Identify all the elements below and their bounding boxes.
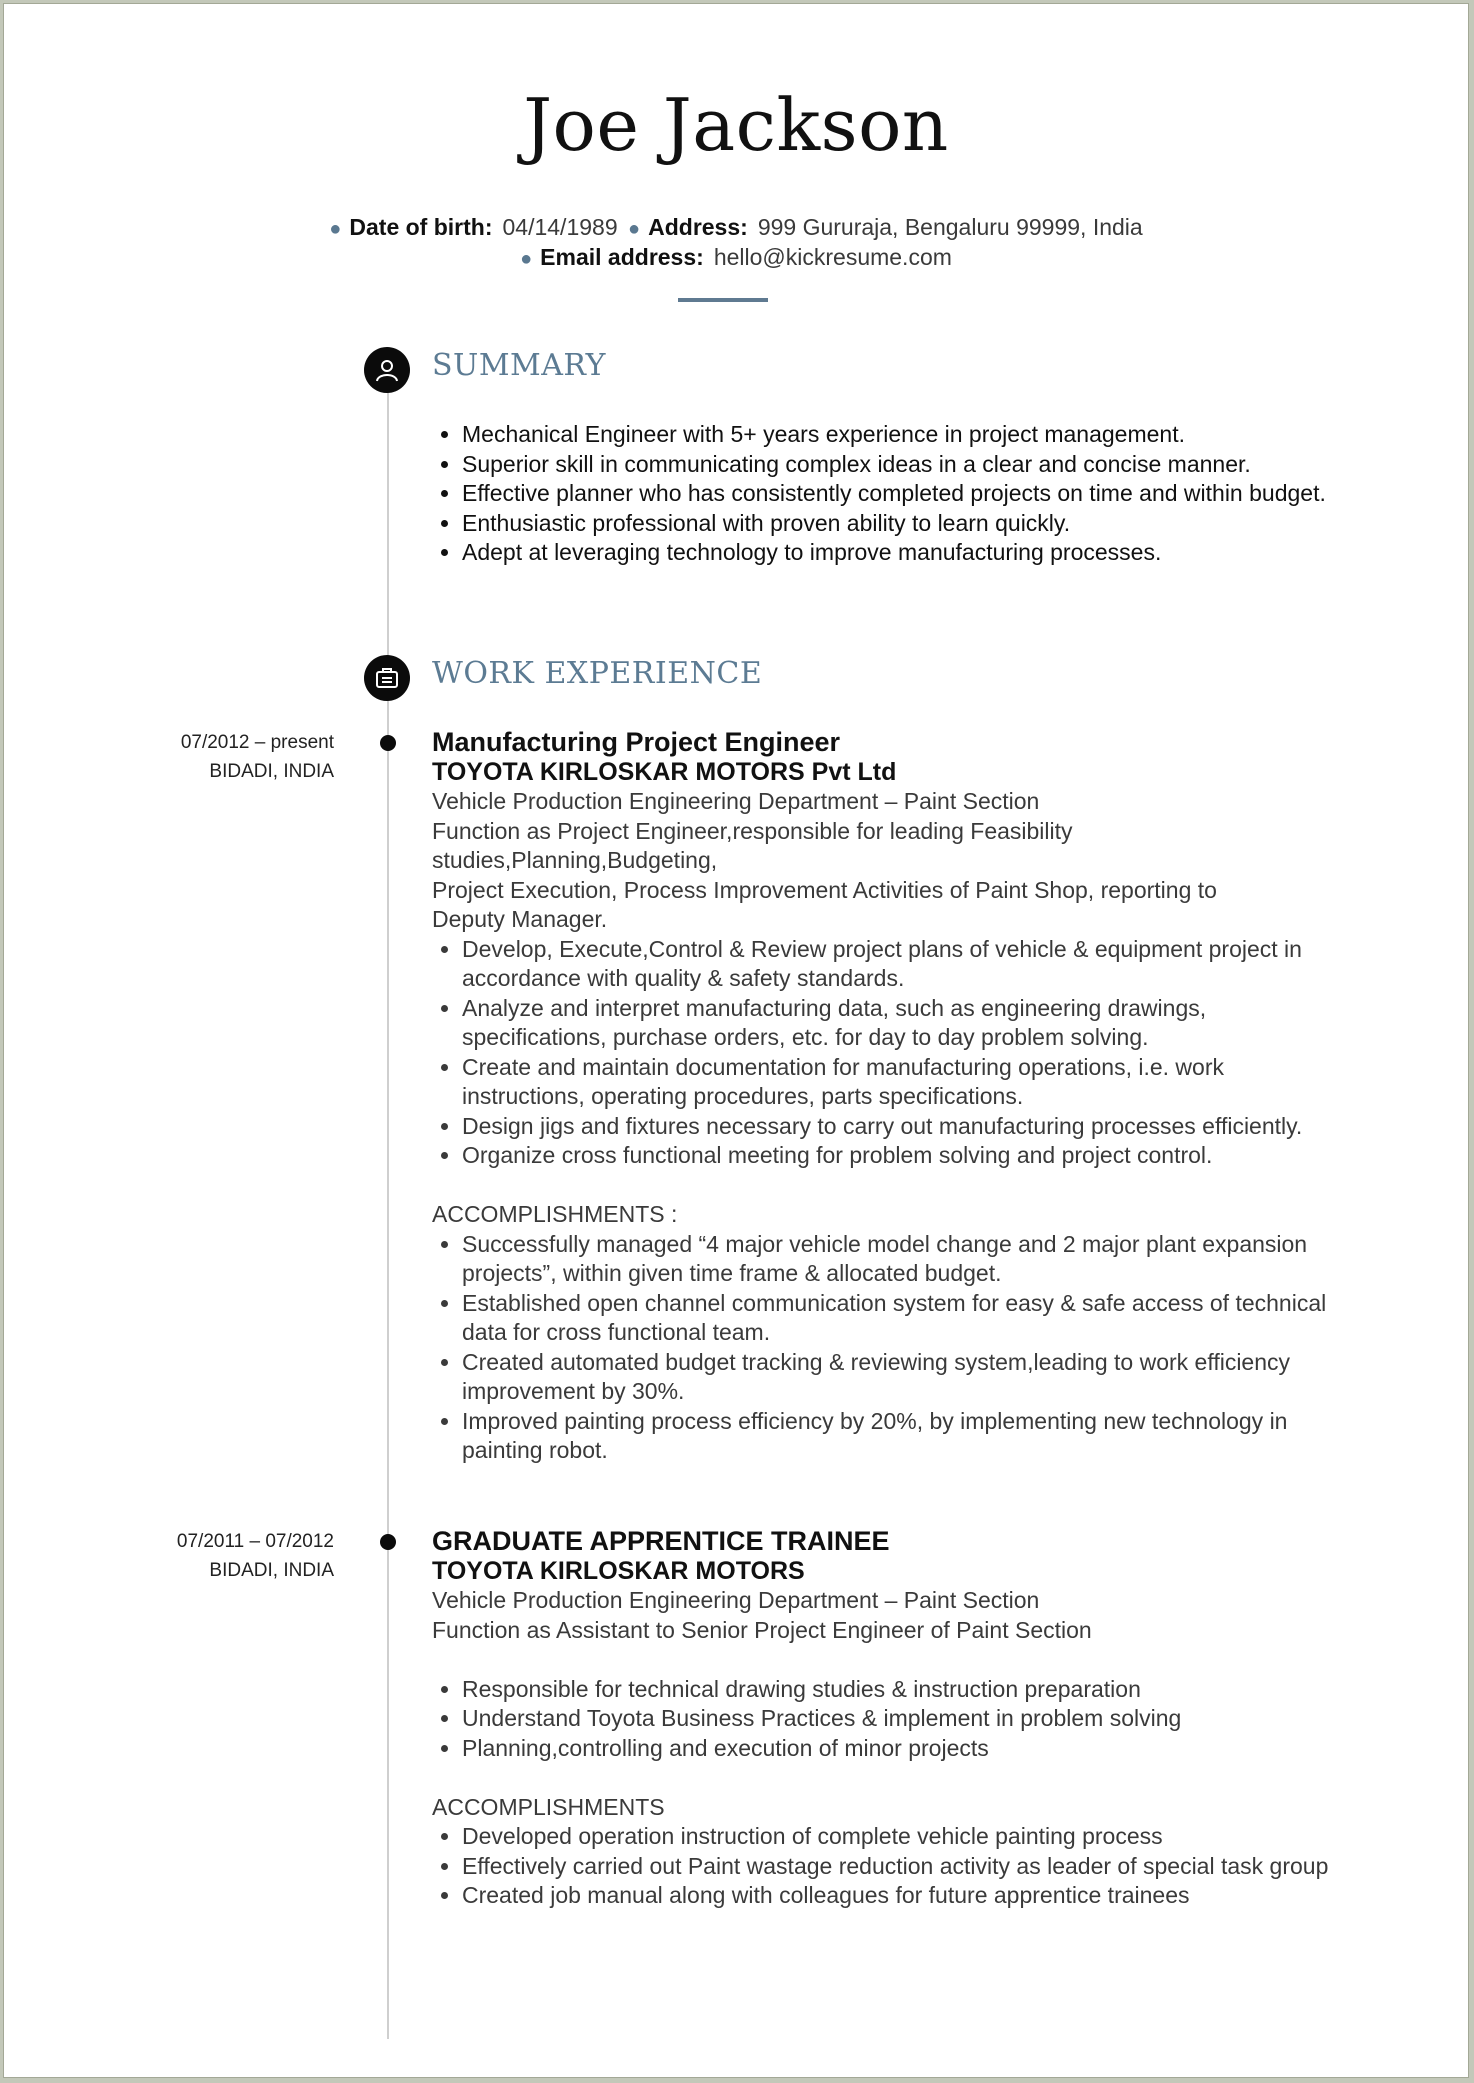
job-duty: • Organize cross functional meeting for problem solving and project control.	[462, 1141, 1332, 1171]
bullet-dot-icon: ●	[628, 218, 641, 240]
job-meta	[74, 1527, 334, 1585]
job-description-line: Vehicle Production Engineering Department – Paint Section	[432, 1587, 1040, 1613]
job-duty: • Understand Toyota Business Practices & implement in problem solving	[462, 1704, 1332, 1734]
job-content	[432, 1526, 1329, 1911]
summary-item: • Superior skill in communicating complex ideas in a clear and concise manner.	[462, 450, 1442, 480]
job-description-line: Function as Project Engineer,responsible for leading Feasibility studies,Planning,Budgeting,	[432, 817, 1073, 873]
job-dates: 07/2012 – present	[180, 732, 334, 753]
accomplishments-list	[432, 1230, 1332, 1466]
job-location: BIDADI, INDIA	[209, 761, 334, 782]
job-description-line: Project Execution, Process Improvement Activities of Paint Shop, reporting to Deputy Manager.	[432, 876, 1217, 932]
accomplishment: • Improved painting process efficiency by 20%, by implementing new technology in painting robot.	[462, 1407, 1332, 1466]
candidate-name: Joe Jackson	[523, 83, 949, 167]
resume-page	[3, 3, 1469, 2078]
accomplishment: • Successfully managed “4 major vehicle model change and 2 major plant expansion projects”, within given time frame & allocated budget.	[462, 1230, 1332, 1289]
job-duties-list	[432, 935, 1332, 1171]
job-duty: • Create and maintain documentation for manufacturing operations, i.e. work instructions, operating procedures, parts specifications.	[462, 1053, 1332, 1112]
address-value: 999 Gururaja, Bengaluru 99999, India	[757, 214, 1143, 240]
email-label: Email address:	[540, 244, 704, 270]
job-duty: • Analyze and interpret manufacturing data, such as engineering drawings, specifications, purchase orders, etc. for day to day problem solving.	[462, 994, 1332, 1053]
timeline-node	[380, 1534, 396, 1550]
accomplishment: • Established open channel communication system for easy & safe access of technical data for cross functional team.	[462, 1289, 1332, 1348]
job-location: BIDADI, INDIA	[209, 1560, 334, 1581]
accomplishments-label: ACCOMPLISHMENTS	[432, 1793, 665, 1820]
summary-item: • Adept at leveraging technology to improve manufacturing processes.	[462, 538, 1442, 568]
address-label: Address:	[648, 214, 748, 240]
summary-content	[432, 420, 1442, 568]
summary-item: • Mechanical Engineer with 5+ years experience in project management.	[462, 420, 1442, 450]
summary-title: SUMMARY	[432, 348, 606, 383]
bullet-dot-icon: ●	[329, 218, 342, 240]
dob-value: 04/14/1989	[502, 214, 618, 240]
job-duty: • Planning,controlling and execution of minor projects	[462, 1734, 1332, 1764]
accomplishment: • Developed operation instruction of complete vehicle painting process	[462, 1822, 1332, 1852]
accomplishments-list	[432, 1822, 1332, 1911]
job-duty: • Develop, Execute,Control & Review project plans of vehicle & equipment project in accordance with quality & safety standards.	[462, 935, 1332, 994]
header-divider	[678, 298, 768, 302]
timeline-node	[380, 735, 396, 751]
job-content	[432, 727, 1327, 1466]
job-company: TOYOTA KIRLOSKAR MOTORS Pvt Ltd	[432, 757, 897, 786]
work-experience-title: WORK EXPERIENCE	[432, 656, 763, 691]
accomplishments-label: ACCOMPLISHMENTS :	[432, 1201, 678, 1227]
job-description-line: Function as Assistant to Senior Project Engineer of Paint Section	[432, 1616, 1092, 1643]
contact-line-1	[4, 212, 1468, 244]
contact-line-2	[4, 242, 1468, 274]
job-position: Manufacturing Project Engineer	[432, 727, 841, 757]
job-description-line: Vehicle Production Engineering Department – Paint Section	[432, 788, 1040, 814]
summary-item: • Effective planner who has consistently completed projects on time and within budget.	[462, 479, 1442, 509]
email-value: hello@kickresume.com	[713, 244, 952, 270]
accomplishment: • Created job manual along with colleagues for future apprentice trainees	[462, 1881, 1332, 1911]
accomplishment: • Effectively carried out Paint wastage reduction activity as leader of special task group	[462, 1852, 1332, 1882]
summary-item: • Enthusiastic professional with proven ability to learn quickly.	[462, 509, 1442, 539]
dob-label: Date of birth:	[349, 214, 493, 240]
job-duties-list	[432, 1675, 1332, 1764]
summary-list	[432, 420, 1442, 568]
job-duty: • Design jigs and fixtures necessary to carry out manufacturing processes efficiently.	[462, 1112, 1332, 1142]
job-position: GRADUATE APPRENTICE TRAINEE	[432, 1526, 890, 1556]
timeline-line	[387, 364, 389, 2039]
job-dates: 07/2011 – 07/2012	[176, 1531, 334, 1552]
briefcase-icon	[364, 655, 410, 701]
bullet-dot-icon: ●	[520, 248, 533, 270]
job-meta	[74, 728, 334, 786]
job-duty: • Responsible for technical drawing studies & instruction preparation	[462, 1675, 1332, 1705]
user-icon	[364, 347, 410, 393]
accomplishment: • Created automated budget tracking & reviewing system,leading to work efficiency improvement by 30%.	[462, 1348, 1332, 1407]
job-company: TOYOTA KIRLOSKAR MOTORS	[432, 1556, 805, 1585]
